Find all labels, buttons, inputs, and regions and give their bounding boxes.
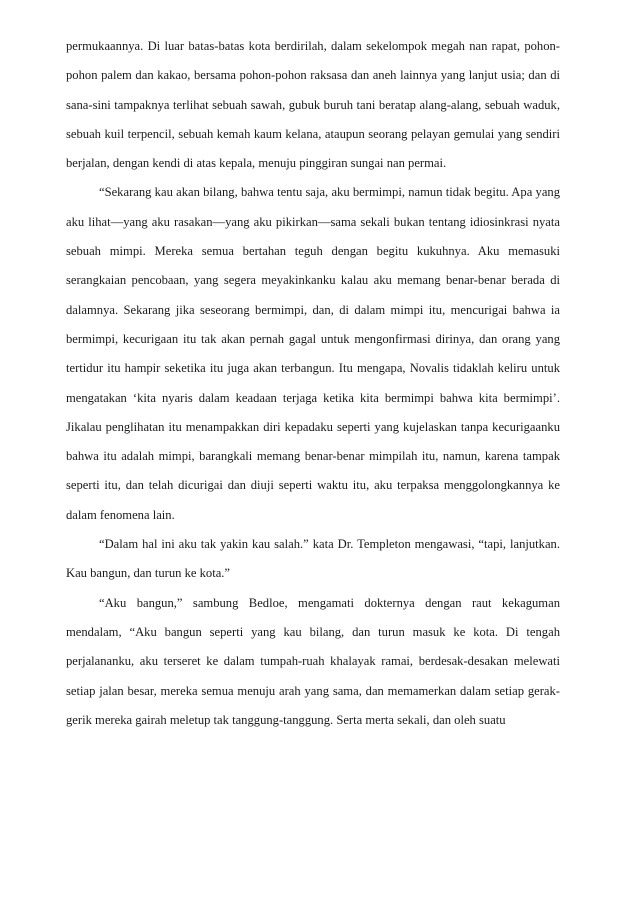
body-text xyxy=(66,32,560,735)
paragraph-1: permukaannya. Di luar batas-batas kota berdirilah, dalam sekelompok megah nan rapat, pohon-pohon palem dan kakao, bersama pohon-pohon raksasa dan aneh lainnya yang lanjut usia; dan di sana-sini tampaknya terlihat sebuah sawah, gubuk buruh tani beratap alang-alang, sebuah waduk, sebuah kuil terpencil, sebuah kemah kaum kelana, ataupun seorang pelayan gemulai yang sendiri berjalan, dengan kendi di atas kepala, menuju pinggiran sungai nan permai. xyxy=(66,39,560,171)
paragraph-3: “Dalam hal ini aku tak yakin kau salah.” kata Dr. Templeton mengawasi, “tapi, lanjutkan. Kau bangun, dan turun ke kota.” xyxy=(66,537,560,581)
paragraph-2: “Sekarang kau akan bilang, bahwa tentu saja, aku bermimpi, namun tidak begitu. Apa yang aku lihat—yang aku rasakan—yang aku pikirkan—sama sekali bukan tentang idiosinkrasi nyata sebuah mimpi. Mereka semua bertahan teguh dengan begitu kukuhnya. Aku memasuki serangkaian pencobaan, yang segera meyakinkanku kalau aku memang benar-benar berada di dalamnya. Sekarang jika seseorang bermimpi, dan, di dalam mimpi itu, mencurigai bahwa ia bermimpi, kecurigaan itu tak akan pernah gagal untuk mengonfirmasi dirinya, dan orang yang tertidur itu hampir seketika itu juga akan terbangun. Itu mengapa, Novalis tidaklah keliru untuk mengatakan ‘kita nyaris dalam keadaan terjaga ketika kita bermimpi bahwa kita bermimpi’. Jikalau penglihatan itu menampakkan diri kepadaku seperti yang kujelaskan tanpa kecurigaanku bahwa itu adalah mimpi, barangkali memang benar-benar mimpilah itu, namun, karena tampak seperti itu, dan telah dicurigai dan diuji seperti waktu itu, aku terpaksa menggolongkannya ke dalam fenomena lain. xyxy=(66,185,560,522)
paragraph-4: “Aku bangun,” sambung Bedloe, mengamati dokternya dengan raut kekaguman mendalam, “Aku bangun seperti yang kau bilang, dan turun masuk ke kota. Di tengah perjalananku, aku terseret ke dalam tumpah-ruah khalayak ramai, berdesak-desakan melewati setiap jalan besar, mereka semua menuju arah yang sama, dan memamerkan dalam setiap gerak-gerik mereka gairah meletup tak tanggung-tanggung. Serta merta sekali, dan oleh suatu xyxy=(66,595,560,727)
